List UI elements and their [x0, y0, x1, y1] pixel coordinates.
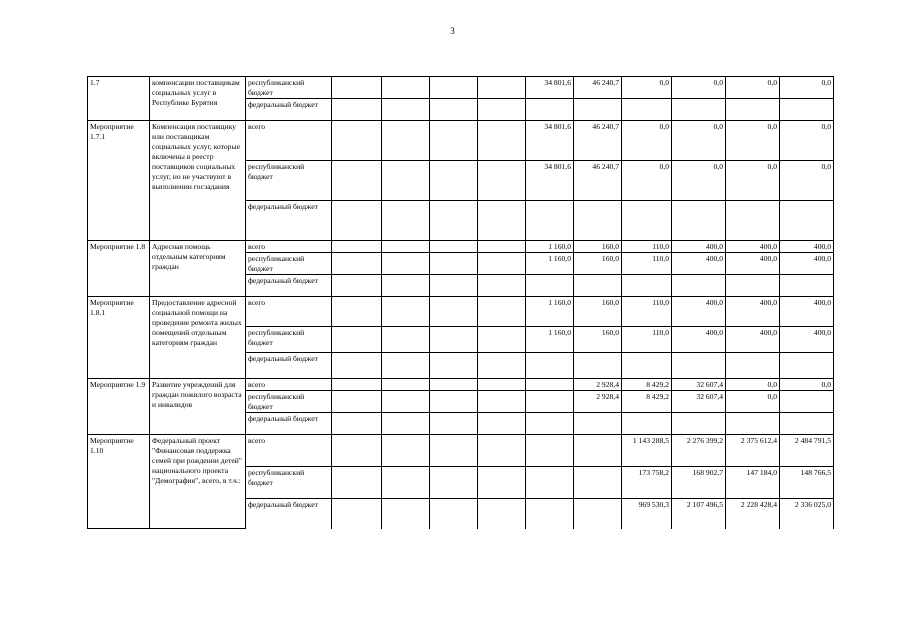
measure-name: компенсации поставщикам социальных услуг в Республике Бурятия: [150, 77, 246, 121]
amount-cell: [574, 353, 622, 379]
amount-cell: [382, 327, 430, 353]
funding-source: всего: [246, 241, 332, 253]
amount-cell: [622, 201, 672, 241]
amount-cell: [430, 297, 478, 327]
funding-source: федеральный бюджет: [246, 413, 332, 435]
measure-name: Предоставление адресной социальной помощи на проведение ремонта жилых помещений отдельным категориям граждан: [150, 297, 246, 379]
amount-cell: [478, 201, 526, 241]
amount-cell: 0,0: [726, 77, 780, 99]
amount-cell: 0,0: [780, 161, 834, 201]
amount-cell: [672, 353, 726, 379]
amount-cell: 0,0: [672, 161, 726, 201]
amount-cell: [526, 275, 574, 297]
amount-cell: [382, 241, 430, 253]
funding-source: республиканский бюджет: [246, 253, 332, 275]
amount-cell: [526, 379, 574, 391]
amount-cell: 1 160,0: [526, 327, 574, 353]
funding-source: республиканский бюджет: [246, 327, 332, 353]
amount-cell: 2 336 025,0: [780, 499, 834, 529]
amount-cell: [478, 241, 526, 253]
amount-cell: 160,0: [574, 327, 622, 353]
amount-cell: [526, 413, 574, 435]
amount-cell: [780, 413, 834, 435]
amount-cell: [672, 99, 726, 121]
amount-cell: 173 758,2: [622, 467, 672, 499]
amount-cell: [478, 391, 526, 413]
amount-cell: 0,0: [726, 121, 780, 161]
amount-cell: [430, 241, 478, 253]
amount-cell: 46 240,7: [574, 161, 622, 201]
amount-cell: [526, 99, 574, 121]
amount-cell: 147 184,0: [726, 467, 780, 499]
funding-source: республиканский бюджет: [246, 467, 332, 499]
amount-cell: [382, 353, 430, 379]
amount-cell: [382, 275, 430, 297]
funding-source: республиканский бюджет: [246, 161, 332, 201]
measure-name: Федеральный проект "Финансовая поддержка семей при рождении детей" национального проекта "Демография", всего, в т.ч.:: [150, 435, 246, 529]
amount-cell: [430, 99, 478, 121]
amount-cell: 2 276 399,2: [672, 435, 726, 467]
amount-cell: [332, 391, 382, 413]
amount-cell: 0,0: [780, 121, 834, 161]
amount-cell: 400,0: [672, 297, 726, 327]
amount-cell: 2 928,4: [574, 391, 622, 413]
amount-cell: 400,0: [780, 241, 834, 253]
amount-cell: 46 240,7: [574, 77, 622, 99]
amount-cell: [382, 413, 430, 435]
budget-table: [87, 76, 834, 529]
amount-cell: 46 240,7: [574, 121, 622, 161]
funding-source: федеральный бюджет: [246, 99, 332, 121]
amount-cell: 400,0: [726, 253, 780, 275]
amount-cell: [672, 201, 726, 241]
funding-source: всего: [246, 435, 332, 467]
amount-cell: [478, 413, 526, 435]
amount-cell: 2 484 791,5: [780, 435, 834, 467]
table-row: [88, 379, 834, 391]
amount-cell: 32 607,4: [672, 391, 726, 413]
amount-cell: 400,0: [780, 297, 834, 327]
table-row: [88, 241, 834, 253]
amount-cell: [478, 161, 526, 201]
funding-source: всего: [246, 121, 332, 161]
amount-cell: [332, 121, 382, 161]
amount-cell: [478, 77, 526, 99]
amount-cell: 34 801,6: [526, 77, 574, 99]
amount-cell: [574, 467, 622, 499]
funding-source: республиканский бюджет: [246, 391, 332, 413]
amount-cell: 400,0: [726, 327, 780, 353]
measure-code: Мероприятие 1.8: [88, 241, 150, 297]
amount-cell: 400,0: [780, 327, 834, 353]
measure-code: 1.7: [88, 77, 150, 121]
amount-cell: [382, 121, 430, 161]
amount-cell: 0,0: [726, 391, 780, 413]
amount-cell: 0,0: [622, 161, 672, 201]
amount-cell: [382, 379, 430, 391]
amount-cell: [622, 413, 672, 435]
amount-cell: [382, 99, 430, 121]
amount-cell: [526, 435, 574, 467]
amount-cell: [430, 435, 478, 467]
amount-cell: 110,0: [622, 253, 672, 275]
amount-cell: 400,0: [672, 327, 726, 353]
amount-cell: [332, 201, 382, 241]
measure-name: Адресная помощь отдельным категориям граждан: [150, 241, 246, 297]
amount-cell: [430, 499, 478, 529]
amount-cell: 1 160,0: [526, 253, 574, 275]
amount-cell: [332, 253, 382, 275]
measure-name: Развитие учреждений для граждан пожилого возраста и инвалидов: [150, 379, 246, 435]
amount-cell: [478, 275, 526, 297]
amount-cell: [622, 99, 672, 121]
amount-cell: 400,0: [726, 241, 780, 253]
amount-cell: 0,0: [780, 77, 834, 99]
amount-cell: 168 902,7: [672, 467, 726, 499]
amount-cell: [478, 99, 526, 121]
measure-code: Мероприятие 1.10: [88, 435, 150, 529]
amount-cell: [382, 297, 430, 327]
amount-cell: [382, 499, 430, 529]
amount-cell: 0,0: [726, 161, 780, 201]
amount-cell: 110,0: [622, 327, 672, 353]
amount-cell: [574, 413, 622, 435]
amount-cell: [332, 77, 382, 99]
amount-cell: [478, 121, 526, 161]
amount-cell: [526, 391, 574, 413]
amount-cell: [478, 253, 526, 275]
amount-cell: [574, 499, 622, 529]
amount-cell: [332, 99, 382, 121]
amount-cell: [478, 353, 526, 379]
amount-cell: [382, 435, 430, 467]
amount-cell: [574, 201, 622, 241]
amount-cell: 8 429,2: [622, 391, 672, 413]
amount-cell: [780, 201, 834, 241]
amount-cell: [478, 327, 526, 353]
amount-cell: [478, 379, 526, 391]
measure-code: Мероприятие 1.9: [88, 379, 150, 435]
amount-cell: [622, 275, 672, 297]
page-number: 3: [450, 26, 455, 36]
amount-cell: 0,0: [672, 121, 726, 161]
amount-cell: [430, 253, 478, 275]
measure-code: Мероприятие 1.7.1: [88, 121, 150, 241]
measure-code: Мероприятие 1.8.1: [88, 297, 150, 379]
amount-cell: 2 928,4: [574, 379, 622, 391]
amount-cell: 0,0: [622, 77, 672, 99]
amount-cell: [430, 275, 478, 297]
amount-cell: 2 228 428,4: [726, 499, 780, 529]
amount-cell: [526, 467, 574, 499]
amount-cell: [726, 201, 780, 241]
amount-cell: [382, 253, 430, 275]
amount-cell: [430, 161, 478, 201]
amount-cell: 0,0: [726, 379, 780, 391]
amount-cell: [526, 499, 574, 529]
amount-cell: [430, 391, 478, 413]
amount-cell: [574, 275, 622, 297]
funding-source: федеральный бюджет: [246, 353, 332, 379]
amount-cell: 34 801,6: [526, 121, 574, 161]
amount-cell: [332, 327, 382, 353]
amount-cell: 32 607,4: [672, 379, 726, 391]
amount-cell: [430, 353, 478, 379]
funding-source: республиканский бюджет: [246, 77, 332, 99]
amount-cell: [332, 413, 382, 435]
amount-cell: [382, 161, 430, 201]
amount-cell: [726, 275, 780, 297]
amount-cell: [478, 467, 526, 499]
amount-cell: 1 143 288,5: [622, 435, 672, 467]
amount-cell: [478, 435, 526, 467]
amount-cell: [780, 99, 834, 121]
amount-cell: [574, 99, 622, 121]
budget-table-body: [88, 77, 834, 529]
amount-cell: [780, 391, 834, 413]
amount-cell: [332, 499, 382, 529]
amount-cell: [726, 99, 780, 121]
amount-cell: [430, 327, 478, 353]
amount-cell: 0,0: [622, 121, 672, 161]
amount-cell: 110,0: [622, 241, 672, 253]
funding-source: федеральный бюджет: [246, 499, 332, 529]
amount-cell: [672, 413, 726, 435]
amount-cell: [430, 77, 478, 99]
amount-cell: 0,0: [780, 379, 834, 391]
table-row: [88, 435, 834, 467]
amount-cell: [332, 379, 382, 391]
amount-cell: [780, 353, 834, 379]
measure-name: Компенсация поставщику или поставщикам социальных услуг, которые включены в реестр поставщиков социальных услуг, но не участвуют в выполнении госзадания: [150, 121, 246, 241]
amount-cell: 400,0: [672, 253, 726, 275]
amount-cell: [332, 353, 382, 379]
amount-cell: 160,0: [574, 241, 622, 253]
amount-cell: [478, 297, 526, 327]
amount-cell: 8 429,2: [622, 379, 672, 391]
amount-cell: [726, 413, 780, 435]
amount-cell: [382, 391, 430, 413]
table-row: [88, 297, 834, 327]
amount-cell: [332, 435, 382, 467]
amount-cell: [574, 435, 622, 467]
amount-cell: 160,0: [574, 297, 622, 327]
amount-cell: [382, 467, 430, 499]
amount-cell: [780, 275, 834, 297]
amount-cell: [430, 379, 478, 391]
table-row: [88, 77, 834, 99]
amount-cell: [332, 161, 382, 201]
amount-cell: 969 530,3: [622, 499, 672, 529]
funding-source: всего: [246, 297, 332, 327]
table-row: [88, 121, 834, 161]
amount-cell: 34 801,6: [526, 161, 574, 201]
amount-cell: [430, 413, 478, 435]
amount-cell: [526, 353, 574, 379]
funding-source: федеральный бюджет: [246, 201, 332, 241]
amount-cell: [430, 201, 478, 241]
amount-cell: [382, 77, 430, 99]
amount-cell: [478, 499, 526, 529]
amount-cell: [382, 201, 430, 241]
funding-source: федеральный бюджет: [246, 275, 332, 297]
amount-cell: [672, 275, 726, 297]
amount-cell: [526, 201, 574, 241]
amount-cell: [622, 353, 672, 379]
amount-cell: [726, 353, 780, 379]
funding-source: всего: [246, 379, 332, 391]
amount-cell: 1 160,0: [526, 241, 574, 253]
amount-cell: [430, 121, 478, 161]
amount-cell: [332, 297, 382, 327]
amount-cell: 400,0: [726, 297, 780, 327]
amount-cell: 0,0: [672, 77, 726, 99]
amount-cell: 160,0: [574, 253, 622, 275]
amount-cell: [332, 275, 382, 297]
amount-cell: 400,0: [672, 241, 726, 253]
amount-cell: [332, 467, 382, 499]
amount-cell: 2 375 612,4: [726, 435, 780, 467]
amount-cell: 1 160,0: [526, 297, 574, 327]
amount-cell: 2 107 496,5: [672, 499, 726, 529]
amount-cell: 148 766,5: [780, 467, 834, 499]
amount-cell: 110,0: [622, 297, 672, 327]
amount-cell: 400,0: [780, 253, 834, 275]
amount-cell: [332, 241, 382, 253]
amount-cell: [430, 467, 478, 499]
